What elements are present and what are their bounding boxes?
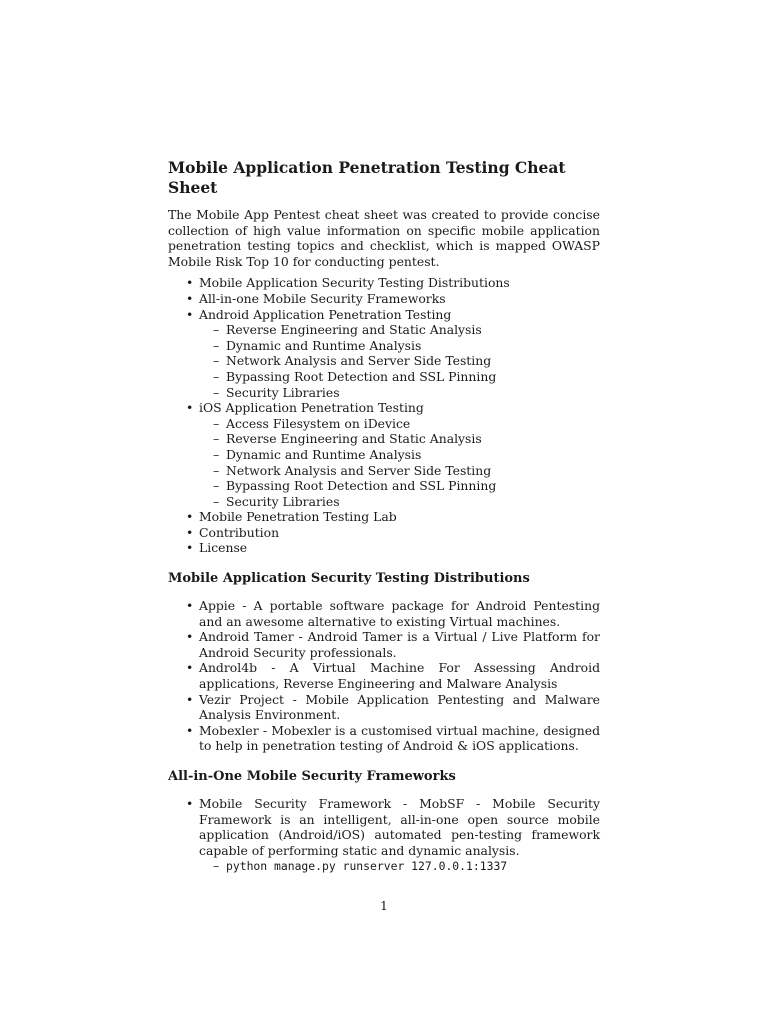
- list-item: • Androl4b - A Virtual Machine For Assessing Android applications, Reverse Engineering and Malware Analysis: [168, 660, 600, 691]
- toc-item[interactable]: • Mobile Penetration Testing Lab: [168, 509, 600, 525]
- toc-sublist: [199, 416, 600, 510]
- toc-subitem[interactable]: – Security Libraries: [199, 385, 600, 401]
- toc-subitem[interactable]: – Dynamic and Runtime Analysis: [199, 338, 600, 354]
- list-item: • Android Tamer - Android Tamer is a Virtual / Live Platform for Android Security professionals.: [168, 629, 600, 660]
- toc-item[interactable]: • All-in-one Mobile Security Frameworks: [168, 291, 600, 307]
- toc-subitem[interactable]: – Reverse Engineering and Static Analysis: [199, 431, 600, 447]
- toc-subitem[interactable]: – Dynamic and Runtime Analysis: [199, 447, 600, 463]
- toc-subitem[interactable]: – Network Analysis and Server Side Testing: [199, 463, 600, 479]
- document-body: [168, 158, 600, 875]
- toc-item[interactable]: • iOS Application Penetration Testing – Access Filesystem on iDevice – Reverse Engineering and Static Analysis – Dynamic and Runtime Analysis – Network Analysis and Server Side Testing – Bypassing Root Detection and SSL Pinning – Security Libraries: [168, 400, 600, 509]
- toc-subitem[interactable]: – Reverse Engineering and Static Analysis: [199, 322, 600, 338]
- command-sublist: [199, 858, 600, 875]
- toc-item[interactable]: • Android Application Penetration Testing – Reverse Engineering and Static Analysis – Dynamic and Runtime Analysis – Network Analysis and Server Side Testing – Bypassing Root Detection and SSL Pinning – Security Libraries: [168, 307, 600, 401]
- list-item: • Mobile Security Framework - MobSF - Mobile Security Framework is an intelligent, all-in-one open source mobile application (Android/iOS) automated pen-testing framework capable of performing static and dynamic analysis. – python manage.py runserver 127.0.0.1:1337: [168, 796, 600, 875]
- toc-subitem[interactable]: – Bypassing Root Detection and SSL Pinning: [199, 369, 600, 385]
- toc-subitem[interactable]: – Bypassing Root Detection and SSL Pinning: [199, 478, 600, 494]
- section-heading-distributions: Mobile Application Security Testing Distributions: [168, 571, 530, 587]
- toc-subitem[interactable]: – Access Filesystem on iDevice: [199, 416, 600, 432]
- toc-subitem[interactable]: – Network Analysis and Server Side Testing: [199, 353, 600, 369]
- command-code: python manage.py runserver 127.0.0.1:1337: [226, 859, 508, 874]
- intro-paragraph: The Mobile App Pentest cheat sheet was created to provide concise collection of high value information on specific mobile application penetration testing topics and checklist, which is mapped OWASP Mobile Risk Top 10 for conducting pentest.: [168, 207, 600, 269]
- section-heading-frameworks: All-in-One Mobile Security Frameworks: [168, 769, 456, 784]
- toc-sublist: [199, 322, 600, 400]
- toc-item[interactable]: • Mobile Application Security Testing Distributions: [168, 275, 600, 291]
- list-item: • Vezir Project - Mobile Application Pentesting and Malware Analysis Environment.: [168, 692, 600, 723]
- toc-item[interactable]: • License: [168, 540, 600, 556]
- page-number: 1: [380, 898, 388, 913]
- list-item: • Mobexler - Mobexler is a customised virtual machine, designed to help in penetration testing of Android & iOS applications.: [168, 723, 600, 754]
- distributions-list: [168, 598, 600, 754]
- frameworks-list: [168, 796, 600, 875]
- table-of-contents: [168, 275, 600, 556]
- toc-subitem[interactable]: – Security Libraries: [199, 494, 600, 510]
- page-title: Mobile Application Penetration Testing Cheat Sheet: [168, 158, 566, 197]
- toc-item[interactable]: • Contribution: [168, 525, 600, 541]
- list-item: • Appie - A portable software package for Android Pentesting and an awesome alternative to existing Virtual machines.: [168, 598, 600, 629]
- command-item: [199, 858, 600, 875]
